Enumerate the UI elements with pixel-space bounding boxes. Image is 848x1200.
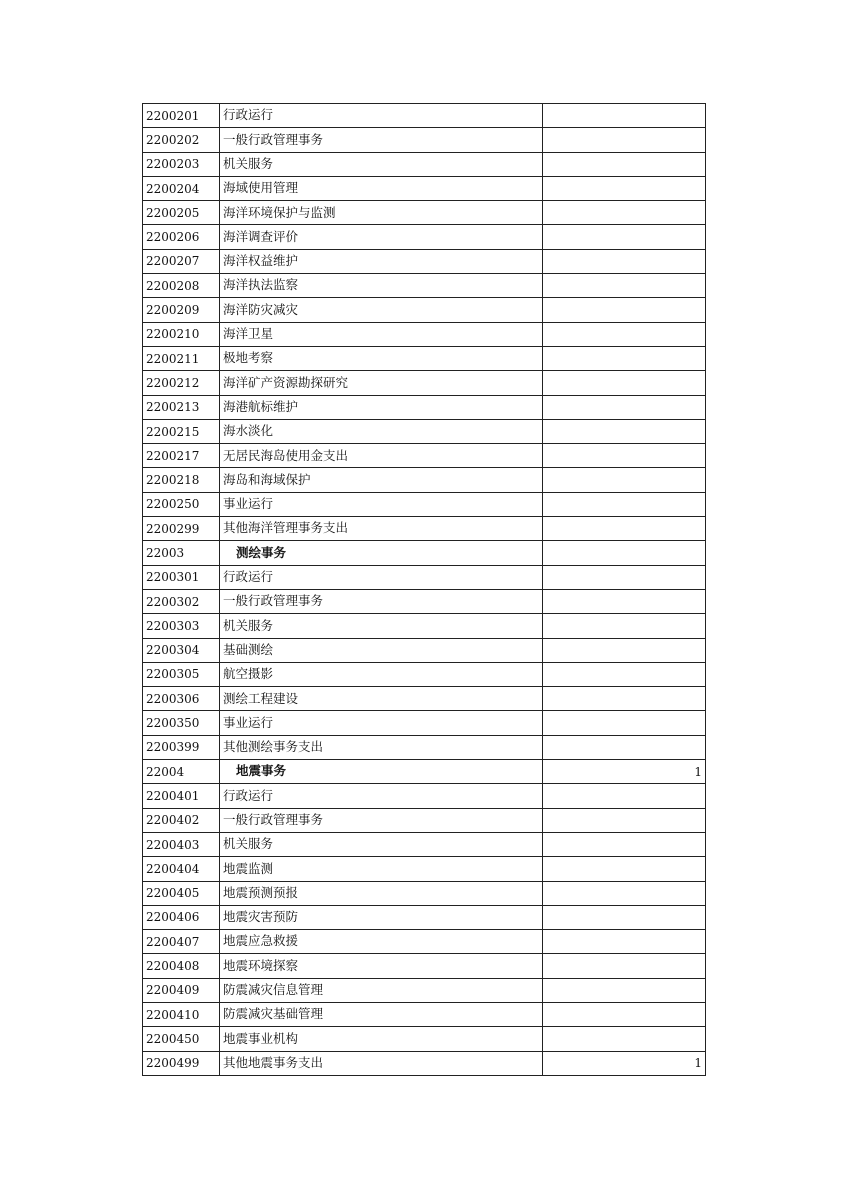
item-name-cell: 一般行政管理事务	[220, 128, 543, 152]
item-code-cell: 2200404	[143, 857, 220, 881]
item-name-cell: 测绘工程建设	[220, 687, 543, 711]
amount-cell	[543, 954, 706, 978]
amount-cell	[543, 881, 706, 905]
item-code-cell: 2200409	[143, 978, 220, 1002]
item-code-cell: 2200208	[143, 274, 220, 298]
item-name-cell: 行政运行	[220, 104, 543, 128]
amount-cell: 1	[543, 760, 706, 784]
item-name-cell: 防震减灾基础管理	[220, 1002, 543, 1026]
amount-cell	[543, 371, 706, 395]
item-code-cell: 22003	[143, 541, 220, 565]
table-row	[143, 298, 706, 322]
amount-cell	[543, 784, 706, 808]
table-row	[143, 954, 706, 978]
item-name-cell: 机关服务	[220, 614, 543, 638]
table-row	[143, 832, 706, 856]
item-code-cell: 2200211	[143, 346, 220, 370]
item-name-cell: 地震监测	[220, 857, 543, 881]
item-code-cell: 2200401	[143, 784, 220, 808]
table-row	[143, 978, 706, 1002]
amount-cell	[543, 201, 706, 225]
item-name-cell: 行政运行	[220, 784, 543, 808]
table-row	[143, 104, 706, 128]
amount-cell	[543, 808, 706, 832]
item-name-cell: 防震减灾信息管理	[220, 978, 543, 1002]
table-row	[143, 930, 706, 954]
table-row	[143, 687, 706, 711]
item-name-cell: 其他海洋管理事务支出	[220, 517, 543, 541]
item-name-cell: 其他地震事务支出	[220, 1051, 543, 1075]
amount-cell	[543, 104, 706, 128]
item-code-cell: 2200410	[143, 1002, 220, 1026]
item-code-cell: 2200303	[143, 614, 220, 638]
amount-cell	[543, 152, 706, 176]
table-row	[143, 201, 706, 225]
amount-cell: 1	[543, 1051, 706, 1075]
amount-cell	[543, 614, 706, 638]
table-row	[143, 249, 706, 273]
item-name-cell: 海港航标维护	[220, 395, 543, 419]
item-code-cell: 2200205	[143, 201, 220, 225]
table-row	[143, 638, 706, 662]
item-name-cell: 一般行政管理事务	[220, 589, 543, 613]
item-name-cell: 机关服务	[220, 152, 543, 176]
item-name-cell: 海洋防灾减灾	[220, 298, 543, 322]
item-name-cell: 一般行政管理事务	[220, 808, 543, 832]
item-name-cell: 事业运行	[220, 711, 543, 735]
item-code-cell: 2200403	[143, 832, 220, 856]
table-row	[143, 1051, 706, 1075]
item-name-cell: 海洋调查评价	[220, 225, 543, 249]
amount-cell	[543, 541, 706, 565]
amount-cell	[543, 322, 706, 346]
category-row	[143, 541, 706, 565]
item-name-cell: 极地考察	[220, 346, 543, 370]
amount-cell	[543, 638, 706, 662]
item-code-cell: 2200210	[143, 322, 220, 346]
item-code-cell: 2200202	[143, 128, 220, 152]
table-row	[143, 225, 706, 249]
item-name-cell: 地震预测预报	[220, 881, 543, 905]
amount-cell	[543, 249, 706, 273]
table-row	[143, 517, 706, 541]
table-row	[143, 565, 706, 589]
item-code-cell: 2200215	[143, 419, 220, 443]
item-name-cell: 海洋执法监察	[220, 274, 543, 298]
table-row	[143, 419, 706, 443]
category-row	[143, 760, 706, 784]
amount-cell	[543, 225, 706, 249]
item-code-cell: 2200304	[143, 638, 220, 662]
table-row	[143, 808, 706, 832]
table-row	[143, 395, 706, 419]
amount-cell	[543, 978, 706, 1002]
item-name-cell: 海洋权益维护	[220, 249, 543, 273]
item-code-cell: 2200305	[143, 662, 220, 686]
item-name-cell: 海岛和海域保护	[220, 468, 543, 492]
item-name-cell: 无居民海岛使用金支出	[220, 444, 543, 468]
item-code-cell: 2200407	[143, 930, 220, 954]
item-code-cell: 2200201	[143, 104, 220, 128]
amount-cell	[543, 128, 706, 152]
item-name-cell: 测绘事务	[220, 541, 543, 565]
amount-cell	[543, 274, 706, 298]
item-name-cell: 地震事业机构	[220, 1027, 543, 1051]
item-code-cell: 2200206	[143, 225, 220, 249]
item-name-cell: 其他测绘事务支出	[220, 735, 543, 759]
amount-cell	[543, 589, 706, 613]
item-code-cell: 2200213	[143, 395, 220, 419]
item-code-cell: 2200204	[143, 176, 220, 200]
amount-cell	[543, 1002, 706, 1026]
item-code-cell: 2200250	[143, 492, 220, 516]
amount-cell	[543, 662, 706, 686]
table-row	[143, 857, 706, 881]
item-name-cell: 海洋矿产资源勘探研究	[220, 371, 543, 395]
amount-cell	[543, 905, 706, 929]
item-code-cell: 2200402	[143, 808, 220, 832]
table-row	[143, 711, 706, 735]
item-code-cell: 2200399	[143, 735, 220, 759]
item-code-cell: 2200212	[143, 371, 220, 395]
item-code-cell: 2200406	[143, 905, 220, 929]
item-name-cell: 事业运行	[220, 492, 543, 516]
table-row	[143, 881, 706, 905]
item-code-cell: 2200302	[143, 589, 220, 613]
item-name-cell: 海洋卫星	[220, 322, 543, 346]
item-name-cell: 地震灾害预防	[220, 905, 543, 929]
amount-cell	[543, 930, 706, 954]
table-row	[143, 784, 706, 808]
item-name-cell: 基础测绘	[220, 638, 543, 662]
budget-table	[142, 103, 706, 1076]
table-row	[143, 371, 706, 395]
item-name-cell: 地震应急救援	[220, 930, 543, 954]
amount-cell	[543, 735, 706, 759]
table-row	[143, 492, 706, 516]
item-code-cell: 2200209	[143, 298, 220, 322]
table-row	[143, 444, 706, 468]
item-name-cell: 海域使用管理	[220, 176, 543, 200]
budget-table-body	[143, 104, 706, 1076]
amount-cell	[543, 565, 706, 589]
item-code-cell: 22004	[143, 760, 220, 784]
table-row	[143, 346, 706, 370]
amount-cell	[543, 711, 706, 735]
item-code-cell: 2200306	[143, 687, 220, 711]
table-row	[143, 905, 706, 929]
item-name-cell: 地震环境探察	[220, 954, 543, 978]
item-code-cell: 2200405	[143, 881, 220, 905]
table-row	[143, 468, 706, 492]
item-code-cell: 2200299	[143, 517, 220, 541]
amount-cell	[543, 687, 706, 711]
amount-cell	[543, 1027, 706, 1051]
item-code-cell: 2200301	[143, 565, 220, 589]
item-code-cell: 2200408	[143, 954, 220, 978]
item-code-cell: 2200207	[143, 249, 220, 273]
item-code-cell: 2200450	[143, 1027, 220, 1051]
amount-cell	[543, 444, 706, 468]
table-row	[143, 735, 706, 759]
amount-cell	[543, 832, 706, 856]
item-code-cell: 2200350	[143, 711, 220, 735]
amount-cell	[543, 857, 706, 881]
item-name-cell: 航空摄影	[220, 662, 543, 686]
amount-cell	[543, 468, 706, 492]
amount-cell	[543, 419, 706, 443]
table-row	[143, 614, 706, 638]
table-row	[143, 176, 706, 200]
table-row	[143, 128, 706, 152]
item-name-cell: 海水淡化	[220, 419, 543, 443]
amount-cell	[543, 492, 706, 516]
item-code-cell: 2200218	[143, 468, 220, 492]
table-row	[143, 322, 706, 346]
table-row	[143, 662, 706, 686]
amount-cell	[543, 298, 706, 322]
table-row	[143, 1002, 706, 1026]
item-name-cell: 海洋环境保护与监测	[220, 201, 543, 225]
item-name-cell: 机关服务	[220, 832, 543, 856]
item-code-cell: 2200203	[143, 152, 220, 176]
item-code-cell: 2200217	[143, 444, 220, 468]
amount-cell	[543, 346, 706, 370]
table-row	[143, 1027, 706, 1051]
item-name-cell: 行政运行	[220, 565, 543, 589]
item-code-cell: 2200499	[143, 1051, 220, 1075]
amount-cell	[543, 176, 706, 200]
item-name-cell: 地震事务	[220, 760, 543, 784]
table-row	[143, 152, 706, 176]
amount-cell	[543, 395, 706, 419]
amount-cell	[543, 517, 706, 541]
table-row	[143, 589, 706, 613]
table-row	[143, 274, 706, 298]
